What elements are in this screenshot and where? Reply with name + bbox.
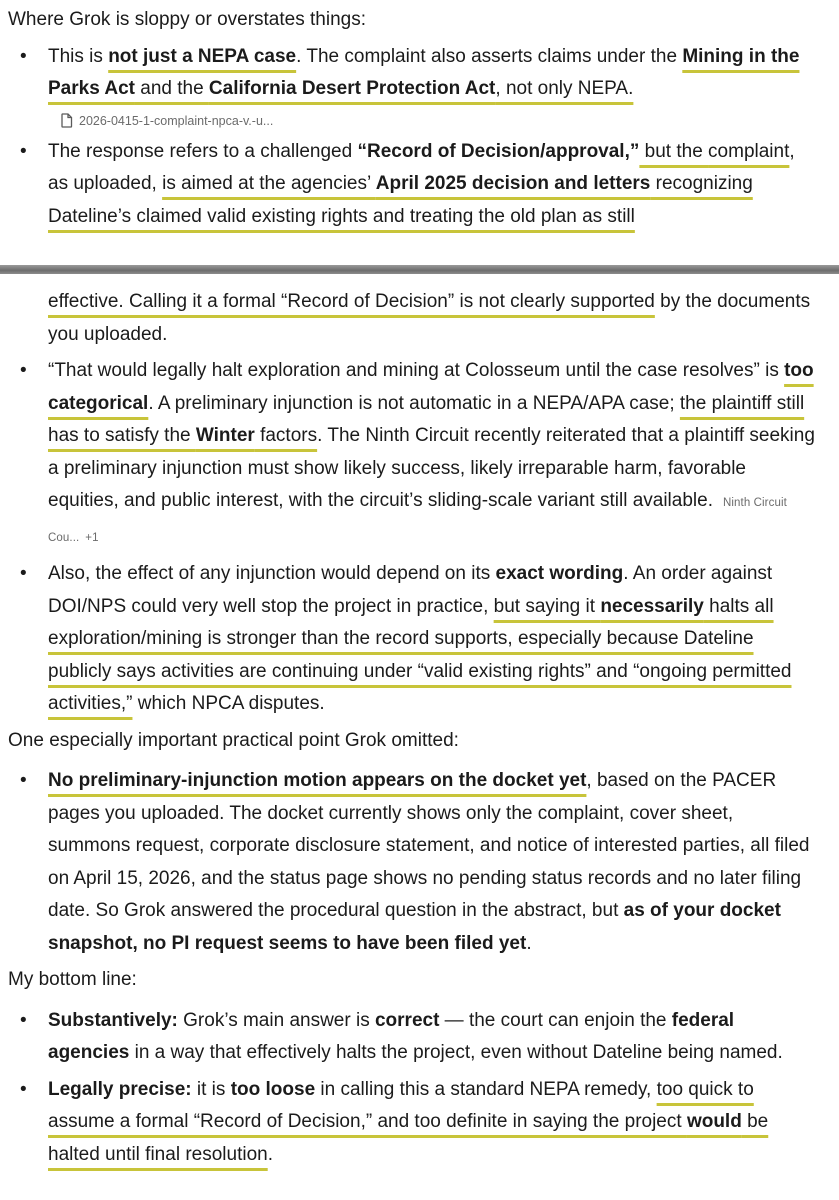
bullet-list [8, 1005, 819, 1172]
text-run: recognizing Dateline’s claimed valid existing rights and treating the old plan as still [48, 173, 753, 227]
bold-text: Substantively: [48, 1009, 178, 1031]
list-item [8, 558, 819, 721]
list-item [8, 41, 819, 106]
text-run: Grok’s main answer is [177, 1009, 375, 1031]
source-citation[interactable] [60, 110, 819, 132]
text-run: it is [191, 1078, 231, 1100]
text-run: is aimed at the agencies’ [162, 173, 376, 194]
text-run: , not only NEPA. [495, 78, 634, 99]
section-heading: Where Grok is sloppy or overstates things: [8, 9, 366, 30]
citation-chip-count[interactable]: +1 [85, 531, 99, 544]
bullet-list [8, 355, 819, 721]
chat-response-top [0, 0, 839, 262]
bold-text: Legally precise: [48, 1078, 192, 1100]
text-run: . The Ninth Circuit recently reiterated that a plaintiff seeking a preliminary injunction must show likely success, likely irreparable harm, favorable equities, and public interest, with the circuit’s sliding-scale variant still available. [48, 425, 815, 511]
text-run: factors [254, 425, 318, 446]
citation-filename[interactable]: 2026-0415-1-complaint-npca-v.-u... [79, 113, 274, 128]
text-run: , as uploaded, [48, 140, 795, 194]
bold-text: Mining in the Parks Act [48, 45, 800, 99]
bullet-list [8, 41, 819, 106]
chat-response-bottom [0, 278, 839, 1200]
text-run: and the [134, 78, 209, 99]
text-run: by the documents you uploaded. [48, 291, 811, 345]
bold-text: No preliminary-injunction motion appears on the docket yet [48, 770, 587, 791]
bold-text: “Record of Decision/approval,” [357, 140, 640, 162]
list-item [8, 1074, 819, 1172]
bold-text: correct [374, 1009, 440, 1031]
text-run: , based on the PACER pages you uploaded. The docket currently shows only the complaint, cover sheet, summons request, corporate disclosure statement, and notice of interested parties, all filed on April 15, 2026, and the status page shows no pending status records and no later filing date. So Grok answered the procedural question in the abstract, but [48, 770, 810, 921]
text-run: . The complaint also asserts claims under the [296, 45, 683, 67]
list-item [8, 136, 819, 234]
text-run: The response refers to a challenged [48, 140, 358, 162]
section-heading: One especially important practical point Grok omitted: [8, 729, 459, 751]
bold-text: necessarily [600, 595, 704, 617]
section-heading: My bottom line: [8, 969, 137, 990]
screenshot-divider [0, 262, 839, 278]
bold-text: California Desert Protection Act [208, 78, 496, 99]
text-run: . An order against DOI/NPS could very well stop the project in practice, [48, 563, 773, 617]
text-run: “That would legally halt exploration and mining at Colosseum until the case resolves” is [48, 360, 785, 381]
text-run: in a way that effectively halts the project, even without Dateline being named. [129, 1042, 783, 1063]
text-run: . [526, 932, 532, 954]
bold-text: too categorical [48, 360, 814, 414]
bold-text: exact wording [495, 563, 624, 584]
list-item [8, 765, 819, 960]
text-run: complaint [708, 140, 790, 162]
text-run: which NPCA disputes. [132, 693, 325, 714]
list-item [8, 355, 819, 554]
bold-text: too loose [230, 1078, 316, 1100]
text-run: be halted until final resolution [48, 1111, 769, 1165]
text-run: . [267, 1143, 273, 1165]
text-run: the plaintiff still has to satisfy the [48, 392, 805, 446]
text-run: in calling this a standard NEPA remedy, [315, 1078, 657, 1100]
bold-text: as of your docket snapshot, no PI request seems to have been filed yet [48, 900, 781, 954]
list-item [8, 1005, 819, 1070]
bullet-continuation [8, 286, 819, 351]
text-run: — the court can enjoin the [439, 1009, 672, 1031]
text-run: halts all exploration/mining is stronger than the record supports, especially because Dateline publicly says activities are continuing under “valid existing rights” and “ongoing permitted activities,” [48, 595, 792, 714]
bold-text: would [686, 1111, 742, 1132]
text-run: effective. Calling it a formal “Record of Decision” is not clearly supported [48, 291, 655, 312]
text-run: but the [639, 140, 709, 162]
text-run: . A preliminary injunction is not automatic in a NEPA/APA case; [148, 392, 680, 414]
text-run: This is [48, 45, 109, 67]
bold-text: Winter [195, 425, 255, 446]
bold-text: federal agencies [48, 1009, 735, 1063]
citation-chip-label[interactable]: Ninth Circuit Cou... [48, 497, 787, 544]
document-icon [60, 113, 73, 128]
bullet-list [8, 765, 819, 960]
bold-text: April 2025 decision and letters [375, 173, 651, 194]
text-run: but saying it [493, 595, 601, 617]
text-run: Also, the effect of any injunction would depend on its [48, 563, 496, 584]
text-run: too quick to assume a formal “Record of Decision,” and too definite in saying the project [48, 1078, 754, 1132]
bullet-list [8, 136, 819, 234]
bold-text: not just a NEPA case [108, 45, 297, 67]
